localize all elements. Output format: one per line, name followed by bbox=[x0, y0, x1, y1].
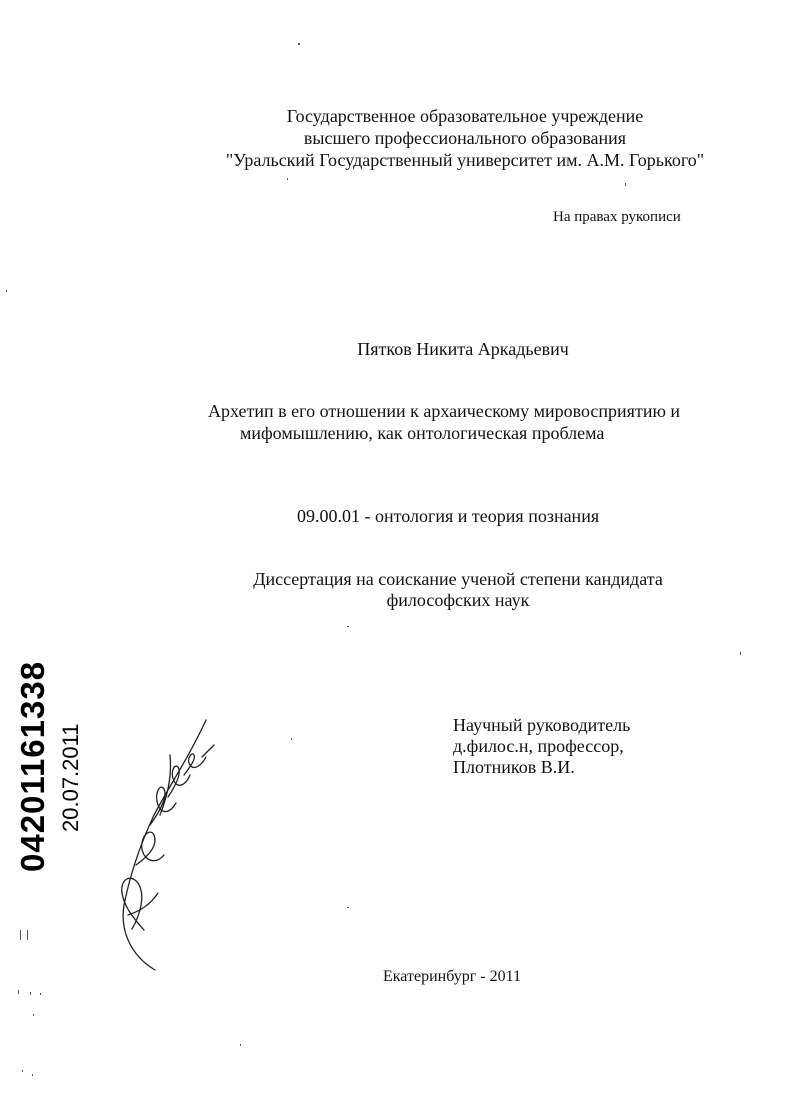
institution-line-3: "Уральский Государственный университет им. А.М. Горького" bbox=[225, 150, 705, 170]
library-stamp-number: 04201161338 bbox=[14, 660, 51, 872]
author-name: Пятков Никита Аркадьевич bbox=[357, 339, 569, 359]
dissertation-title-line-2: мифомышлению, как онтологическая проблема bbox=[240, 423, 605, 443]
dissertation-title-line-1: Архетип в его отношении к архаическому мировосприятию и bbox=[208, 401, 681, 421]
institution-line-1: Государственное образовательное учреждение bbox=[286, 106, 644, 126]
manuscript-note: На правах рукописи bbox=[553, 209, 681, 225]
institution-line-2: высшего профессионального образования bbox=[303, 128, 627, 148]
library-stamp-date: 20.07.2011 bbox=[58, 723, 83, 832]
degree-statement-line-2: философских наук bbox=[386, 590, 530, 610]
handwritten-signature bbox=[110, 715, 225, 980]
supervisor-degree: д.филос.н, профессор, bbox=[453, 736, 624, 756]
supervisor-name: Плотников В.И. bbox=[453, 757, 575, 777]
degree-statement-line-1: Диссертация на соискание ученой степени кандидата bbox=[253, 569, 663, 589]
specialty-code: 09.00.01 - онтология и теория познания bbox=[297, 506, 600, 526]
place-and-year: Екатеринбург - 2011 bbox=[383, 968, 522, 985]
supervisor-role: Научный руководитель bbox=[453, 715, 631, 735]
